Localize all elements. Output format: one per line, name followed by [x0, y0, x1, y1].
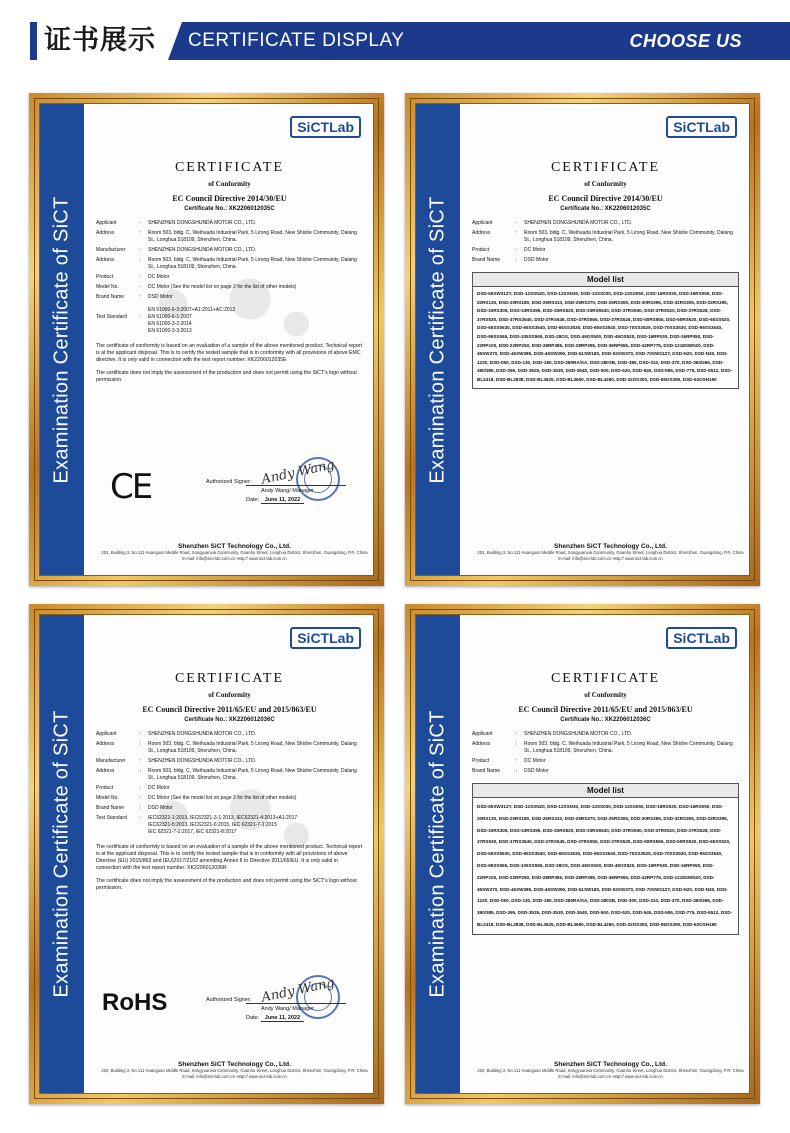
choose-us-label: CHOOSE US [629, 31, 742, 51]
field-address: Address : Room 503, bldg. C, Weihuada Industrial Park, 5 Lirong Road, New Shishe Community, Dalang St., Longhua 518109, Shenzhen, China. [96, 257, 357, 270]
directive: EC Council Directive 2011/65/EU and 2015/863/EU [142, 705, 317, 714]
certificate-number: Certificate No.: XK2206012035C [560, 206, 651, 212]
sict-logo: SiCTLab [666, 627, 737, 649]
side-title: Examination Certificate of SiCT [40, 104, 84, 575]
conformity-note: The certificate of conformity is based on an evaluation of a sample of the above mentioned product. Technical report is at the applicant disposal. This is to certify the tested sample that is in conformity with all provisions of above Directive (EU) 2015/863 and (EU)2017/2102 amending Annex II to Directive 2011/65/EU. It is only valid in connection with the test report number: XK2206012036R [96, 844, 363, 871]
certificate-subheading: of Conformity [584, 691, 627, 699]
conformity-note: The certificate of conformity is based on an evaluation of a sample of the above mentioned product. Technical report is at the applicant disposal. This is to certify the tested sample that is in conformity with all provisions of above EMC directive. It is only valid in connection with the test report number: XK2206012035E [96, 343, 363, 363]
certificate-heading: CERTIFICATE [174, 671, 285, 686]
certificate-paper [415, 103, 750, 576]
field-product: Product : DC Motor [96, 785, 170, 791]
field-applicant: Applicant : SHENZHEN DONGSHUNDA MOTOR CO., LTD. [96, 220, 257, 226]
rohs-mark: RoHS [102, 989, 168, 1016]
certificate-date: Date: June 11, 2022 [246, 497, 304, 503]
disclaimer-note: The certificate does not imply the assessment of the production and does not permit using the SiCT's logo without permission. [96, 370, 357, 383]
field-applicant: Applicant : SHENZHEN DONGSHUNDA MOTOR CO., LTD. [96, 731, 257, 737]
field-model: Model No. : DC Motor (See the model list on page 2 for the list of other models) [96, 284, 297, 290]
authorized-label: Authorized Signer: [206, 479, 252, 485]
signature: Andy Wang [260, 457, 336, 488]
field-product: Product : DC Motor [472, 758, 546, 764]
certificate-paper [39, 614, 374, 1094]
field-brand: Brand Name : DSD Motor [472, 768, 549, 774]
side-title: Examination Certificate of SiCT [416, 615, 460, 1093]
field-brand: Brand Name : DSD Motor [96, 294, 173, 300]
certificate-date: Date: June 11, 2022 [246, 1015, 304, 1021]
directive: EC Council Directive 2011/65/EU and 2015/863/EU [518, 705, 693, 714]
header-banner [0, 0, 790, 82]
ce-mark: CE [110, 467, 152, 507]
certificate-fields [472, 731, 739, 775]
certificate-frame-ce-page1 [29, 93, 384, 586]
field-manufacturer: Manufacturer : SHENZHEN DONGSHUNDA MOTOR CO., LTD. [96, 247, 257, 253]
field-address: Address : Room 503, bldg. C, Weihuada Industrial Park, 5 Lirong Road, New Shishe Community, Dalang St., Longhua 518109, Shenzhen, China. [472, 230, 733, 243]
certificate-frame-rohs-page2 [405, 604, 760, 1104]
field-brand: Brand Name : DSD Motor [96, 805, 173, 811]
certificate-content [472, 655, 739, 1085]
certificate-subheading: of Conformity [584, 180, 627, 188]
field-address: Address : Room 503, bldg. C, Weihuada Industrial Park, 5 Lirong Road, New Shishe Community, Dalang St., Longhua 518109, Shenzhen, China. [96, 230, 357, 243]
field-applicant: Applicant : SHENZHEN DONGSHUNDA MOTOR CO., LTD. [472, 731, 633, 737]
certificate-subheading: of Conformity [208, 180, 251, 188]
field-applicant: Applicant : SHENZHEN DONGSHUNDA MOTOR CO., LTD. [472, 220, 633, 226]
field-address: Address : Room 503, bldg. C, Weihuada Industrial Park, 5 Lirong Road, New Shishe Community, Dalang St., Longhua 518109, Shenzhen, China. [96, 741, 357, 754]
side-title: Examination Certificate of SiCT [416, 104, 460, 575]
certificate-fields [472, 220, 739, 264]
field-standard: Test Standard : IEC62321-1:2013, IEC62321-3-1:2013, IEC62321-4:2013+A1:2017 IEC62321-5:2013, IEC62321-6:2015, IEC 62321-7-1:2015 IEC 62321-7-2:2017, IEC 62321-8:2017 [96, 815, 298, 835]
certificate-heading: CERTIFICATE [174, 160, 285, 175]
sict-logo: SiCTLab [290, 116, 361, 138]
certificate-heading: CERTIFICATE [550, 671, 661, 686]
directive: EC Council Directive 2014/30/EU [172, 194, 287, 203]
section-title-en: CERTIFICATE DISPLAY [188, 30, 405, 51]
disclaimer-note: The certificate does not imply the assessment of the production and does not permit using the SiCT's logo without permission. [96, 878, 357, 891]
field-standard: Test Standard : EN 61000-6-3:2007+A1:2011+AC:2012 EN 61000-6-1:2007 EN 61000-3-2:2014 EN 61000-3-3:2013 [96, 307, 236, 334]
directive: EC Council Directive 2014/30/EU [548, 194, 663, 203]
certificate-subheading: of Conformity [208, 691, 251, 699]
model-list: DSD-65SW31ZY, DSD-12SSN20, DSD-12SSN30, DSD-13SS030, DSD-13SS050, DSD-16RS030, DSD-16RS050, DSD-20RS130, DSD-20RS180, DSD-25RS310, DSD-25RS370, DSD-25RS305, DSD-30RS395, DSD-32RS305, DSD-32RS395, DSD-33RS305, DSD-33RS395, DSD-33RS520, DSD-33RS5530, DSD-37RS500, DSD-37RS520, DSD-37RS528, DSD-37RS530, DSD-37RS3540, DSD-37RS545, DSD-37RS555, DSD-37RS525, DSD-50RS555, DSD-50RS520, DSD-65SS520, DSD-65SS5530, DSD-65SS3540, DSD-65SS3530, DSD-65SS3540, DSD-70SS3525, DSD-70SS3530, DSD-95SS3540, DSD-95SS555, DSD-105SS555, DSD-28OS, DSD-49OS500, DSD-49OS520, DSD-16RP030, DSD-16RP050, DSD-22RP100, DSD-22RP250, DSD-28RP385, DSD-28RP395, DSD-36RP555, DSD-42RP775, DSD-1218SWN20, DSD-46SW370, DSD-46SW385, DSD-46SW390, DSD-51SW180, DSD-52SW370, DSD-70SW31ZY, DSD-N20, DSD-N30, DSD-1220, DSD-050, DSD-130, DSD-180, DSD-280RA/SA, DSD-280SB, DSD-300, DSD-310, DSD-370, DSD-360/365, DSD-380/385, DSD-395, DSD-3525, DSD-3530, DSD-3540, DSD-500, DSD-520, DSD-545, DSD-555, DSD-775, DSD-5512, DSD-BL2418, DSD-BL2838, DSD-BL3625, DSD-BL3650, DSD-BL4260, DSD-32OS300, DSD-65OS390, DSD-63OSH190 [472, 798, 739, 935]
certificate-footer: Shenzhen SiCT Technology Co., Ltd. 202, Building 3, No.111 Huanguan Middle Road, Songyuanxia Community, Guanhu Street, Longhua District, Shenzhen, Guangdong, P.R. China E-mail: info@sict-lab.com.cn Http:// www.sict-lab.com.cn [477, 1061, 744, 1079]
signer-name: Andy Wang/ Manager [261, 1006, 314, 1012]
authorized-label: Authorized Signer: [206, 997, 252, 1003]
signature: Andy Wang [260, 975, 336, 1006]
field-address: Address : Room 503, bldg. C, Weihuada Industrial Park, 5 Lirong Road, New Shishe Community, Dalang St., Longhua 518109, Shenzhen, China. [472, 741, 733, 754]
field-model: Model No. : DC Motor (See the model list on page 2 for the list of other models) [96, 795, 297, 801]
certificate-frame-rohs-page1 [29, 604, 384, 1104]
signature-area [96, 457, 373, 517]
certificate-fields [96, 220, 363, 335]
certificate-frame-ce-page2 [405, 93, 760, 586]
signature-area [96, 975, 373, 1035]
certificate-number: Certificate No.: XK2206012036C [560, 717, 651, 723]
certificate-footer: Shenzhen SiCT Technology Co., Ltd. 202, Building 3, No.111 Huanguan Middle Road, Songyuanxia Community, Guanhu Street, Longhua District, Shenzhen, Guangdong, P.R. China E-mail: info@sict-lab.com.cn Http:// www.sict-lab.com.cn [101, 1061, 368, 1079]
certificate-footer: Shenzhen SiCT Technology Co., Ltd. 202, Building 3, No.111 Huanguan Middle Road, Songyuanxia Community, Guanhu Street, Longhua District, Shenzhen, Guangdong, P.R. China E-mail: info@sict-lab.com.cn Http:// www.sict-lab.com.cn [101, 543, 368, 561]
certificate-content [472, 144, 739, 567]
field-brand: Brand Name : DSD Motor [472, 257, 549, 263]
signer-name: Andy Wang/ Manager [261, 488, 314, 494]
sict-logo: SiCTLab [290, 627, 361, 649]
certificate-fields [96, 731, 363, 836]
field-product: Product : DC Motor [96, 274, 170, 280]
certificate-number: Certificate No.: XK2206012035C [184, 206, 275, 212]
certificate-number: Certificate No.: XK2206012036C [184, 717, 275, 723]
field-manufacturer: Manufacturer : SHENZHEN DONGSHUNDA MOTOR CO., LTD. [96, 758, 257, 764]
sict-logo: SiCTLab [666, 116, 737, 138]
certificate-paper [415, 614, 750, 1094]
model-list-title: Model list [472, 783, 739, 798]
field-product: Product : DC Motor [472, 247, 546, 253]
certificate-paper [39, 103, 374, 576]
field-address: Address : Room 503, bldg. C, Weihuada Industrial Park, 5 Lirong Road, New Shishe Community, Dalang St., Longhua 518109, Shenzhen, China. [96, 768, 357, 781]
certificate-heading: CERTIFICATE [550, 160, 661, 175]
banner-accent-stripe [30, 22, 37, 60]
model-list: DSD-65SW31ZY, DSD-12SSN20, DSD-12SSN30, DSD-13SS030, DSD-13SS050, DSD-16RS030, DSD-16RS050, DSD-20RS130, DSD-20RS180, DSD-25RS310, DSD-25RS370, DSD-25RS305, DSD-30RS395, DSD-32RS305, DSD-32RS395, DSD-33RS305, DSD-33RS395, DSD-33RS520, DSD-33RS5530, DSD-37RS500, DSD-37RS520, DSD-37RS528, DSD-37RS530, DSD-37RS3540, DSD-37RS545, DSD-37RS555, DSD-37RS525, DSD-50RS555, DSD-50RS520, DSD-65SS520, DSD-65SS5530, DSD-65SS3540, DSD-65SS3530, DSD-65SS3540, DSD-70SS3525, DSD-70SS3530, DSD-95SS3540, DSD-95SS555, DSD-105SS555, DSD-28OS, DSD-49OS500, DSD-49OS520, DSD-16RP030, DSD-16RP050, DSD-22RP100, DSD-22RP250, DSD-28RP385, DSD-28RP395, DSD-36RP555, DSD-42RP775, DSD-1218SWN20, DSD-46SW370, DSD-46SW385, DSD-46SW390, DSD-51SW180, DSD-52SW370, DSD-70SW31ZY, DSD-N20, DSD-N30, DSD-1220, DSD-050, DSD-130, DSD-180, DSD-280RA/SA, DSD-280SB, DSD-380, DSD-310, DSD-370, DSD-360/365, DSD-380/385, DSD-395, DSD-3525, DSD-3530, DSD-3540, DSD-500, DSD-520, DSD-545, DSD-555, DSD-775, DSD-5512, DSD-BL2418, DSD-BL2838, DSD-BL3625, DSD-BL3650, DSD-BL4260, DSD-32OS300, DSD-65OS390, DSD-63OSH190 [472, 287, 739, 389]
side-title: Examination Certificate of SiCT [40, 615, 84, 1093]
section-title-cn: 证书展示 [44, 25, 156, 56]
certificate-footer: Shenzhen SiCT Technology Co., Ltd. 202, Building 3, No.111 Huanguan Middle Road, Songyuanxia Community, Guanhu Street, Longhua District, Shenzhen, Guangdong, P.R. China E-mail: info@sict-lab.com.cn Http:// www.sict-lab.com.cn [477, 543, 744, 561]
model-list-title: Model list [472, 272, 739, 287]
